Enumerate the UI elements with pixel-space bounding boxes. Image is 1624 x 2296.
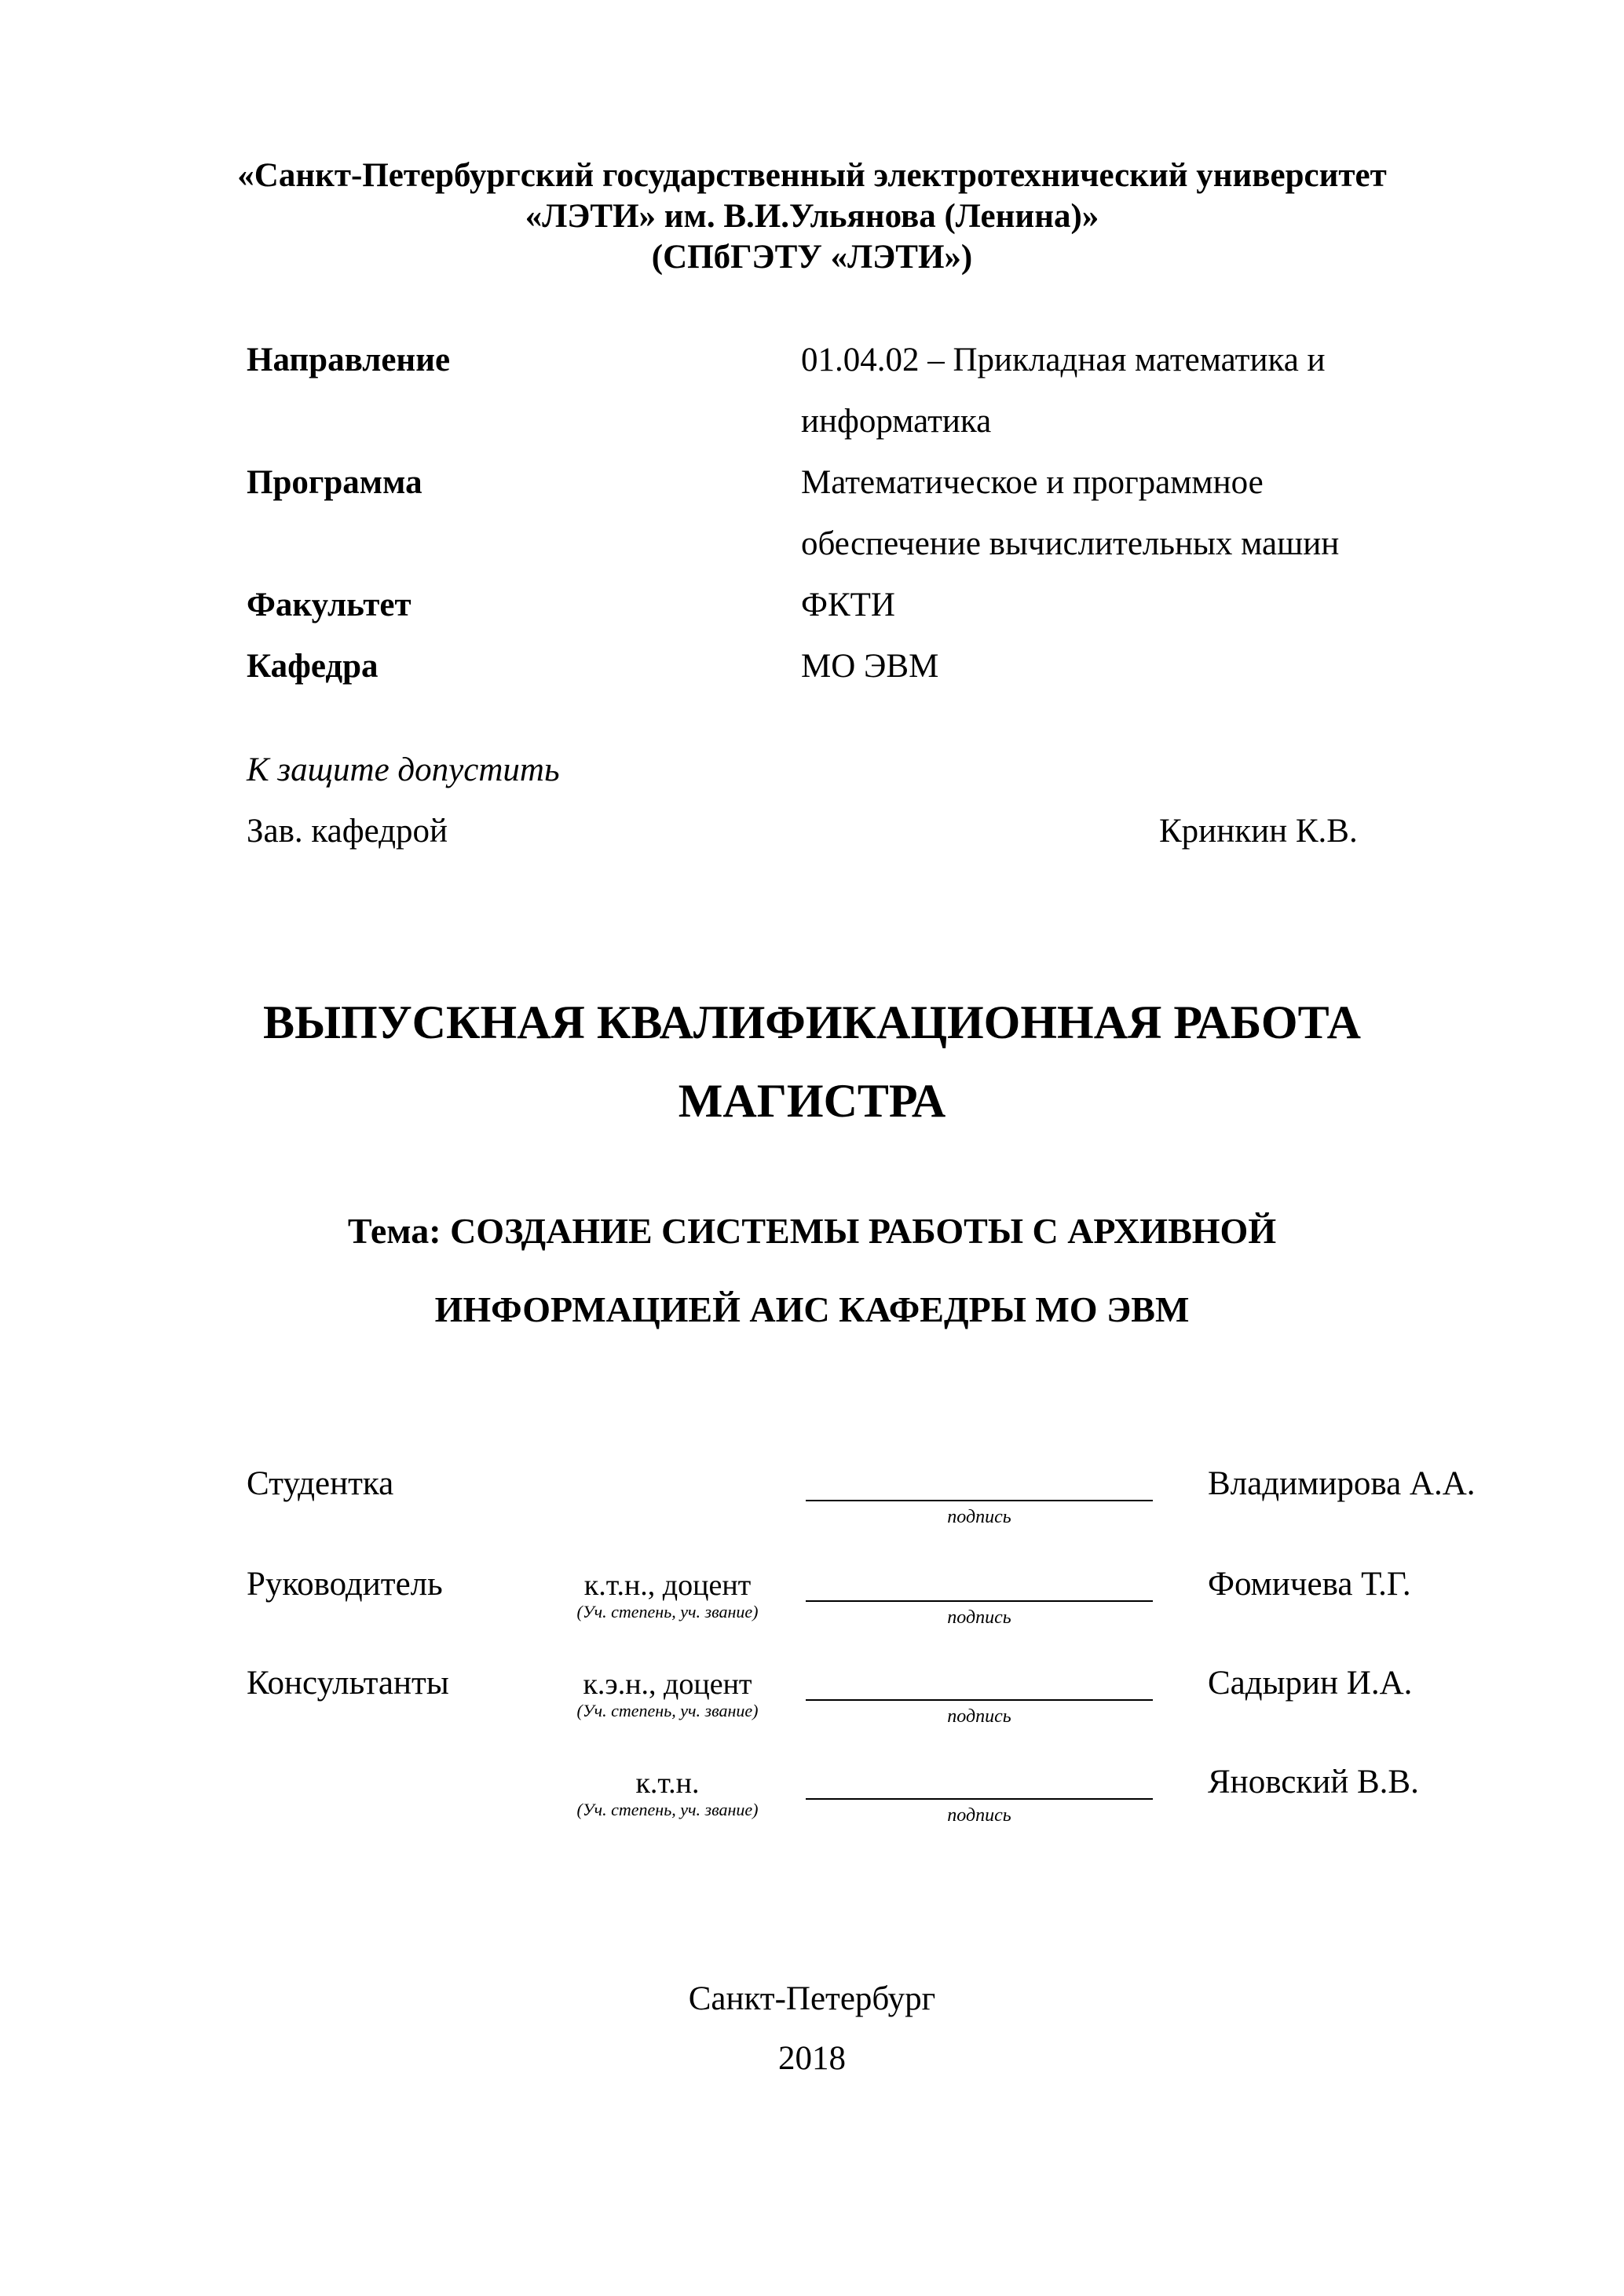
footer-city: Санкт-Петербург — [688, 1980, 936, 2017]
info-value — [801, 452, 1492, 575]
footer-year: 2018 — [778, 2040, 846, 2077]
signature-degree: к.т.н., доцент — [583, 1569, 752, 1602]
degree-caption: (Уч. степень, уч. звание) — [576, 1800, 759, 1819]
signature-role: Консультанты — [247, 1665, 449, 1702]
info-value-line: МО ЭВМ — [801, 648, 939, 685]
signature-row-supervisor — [0, 1563, 1624, 1649]
work-title-line-1: ВЫПУСКНАЯ КВАЛИФИКАЦИОННАЯ РАБОТА — [263, 996, 1361, 1048]
signature-line — [806, 1699, 1153, 1701]
info-label: Кафедра — [247, 648, 379, 685]
info-label: Факультет — [247, 587, 411, 623]
university-name-line-1: «Санкт-Петербургский государственный электротехнический университет — [237, 157, 1387, 194]
signature-row-consultant-1 — [0, 1662, 1624, 1748]
info-value-line: обеспечение вычислительных машин — [801, 525, 1340, 562]
info-value-line: Математическое и программное — [801, 464, 1264, 501]
info-value-line: 01.04.02 – Прикладная математика и — [801, 342, 1326, 378]
footer — [0, 1969, 1624, 2089]
info-label: Программа — [247, 464, 422, 501]
work-title — [0, 983, 1624, 1140]
signature-role: Руководитель — [247, 1566, 443, 1603]
signature-role: Студентка — [247, 1465, 394, 1502]
signature-row-consultant-2 — [0, 1760, 1624, 1847]
signature-degree: к.т.н. — [635, 1767, 700, 1800]
signature-row-student — [0, 1462, 1624, 1548]
work-topic — [0, 1192, 1624, 1349]
signature-name: Владимирова А.А. — [1208, 1465, 1476, 1502]
signature-caption: подпись — [947, 1507, 1011, 1527]
degree-caption: (Уч. степень, уч. звание) — [576, 1701, 759, 1720]
info-value-line: информатика — [801, 403, 992, 440]
signature-name: Яновский В.В. — [1208, 1764, 1419, 1801]
signature-caption: подпись — [947, 1805, 1011, 1826]
university-header — [0, 155, 1624, 278]
university-name-line-2: «ЛЭТИ» им. В.И.Ульянова (Ленина)» — [525, 198, 1099, 235]
work-topic-line-2: ИНФОРМАЦИЕЙ АИС КАФЕДРЫ МО ЭВМ — [434, 1289, 1190, 1329]
signature-line — [806, 1798, 1153, 1800]
signature-caption: подпись — [947, 1706, 1011, 1727]
signature-line — [806, 1600, 1153, 1602]
admit-to-defense: К защите допустить — [247, 751, 560, 788]
info-value — [801, 330, 1492, 452]
degree-caption: (Уч. степень, уч. звание) — [576, 1602, 759, 1621]
head-of-department-label: Зав. кафедрой — [247, 813, 448, 850]
signature-caption: подпись — [947, 1607, 1011, 1628]
signature-name: Фомичева Т.Г. — [1208, 1566, 1411, 1603]
info-value — [801, 636, 1492, 697]
info-label: Направление — [247, 342, 451, 378]
work-topic-line-1: Тема: СОЗДАНИЕ СИСТЕМЫ РАБОТЫ С АРХИВНОЙ — [347, 1211, 1277, 1251]
info-value — [801, 575, 1492, 636]
info-value-line: ФКТИ — [801, 587, 895, 623]
head-of-department-name: Кринкин К.В. — [1159, 813, 1358, 850]
university-abbreviation: (СПбГЭТУ «ЛЭТИ») — [651, 239, 973, 276]
work-title-line-2: МАГИСТРА — [678, 1075, 946, 1127]
signature-name: Садырин И.А. — [1208, 1665, 1413, 1702]
signature-degree: к.э.н., доцент — [583, 1668, 752, 1701]
signature-line — [806, 1500, 1153, 1501]
